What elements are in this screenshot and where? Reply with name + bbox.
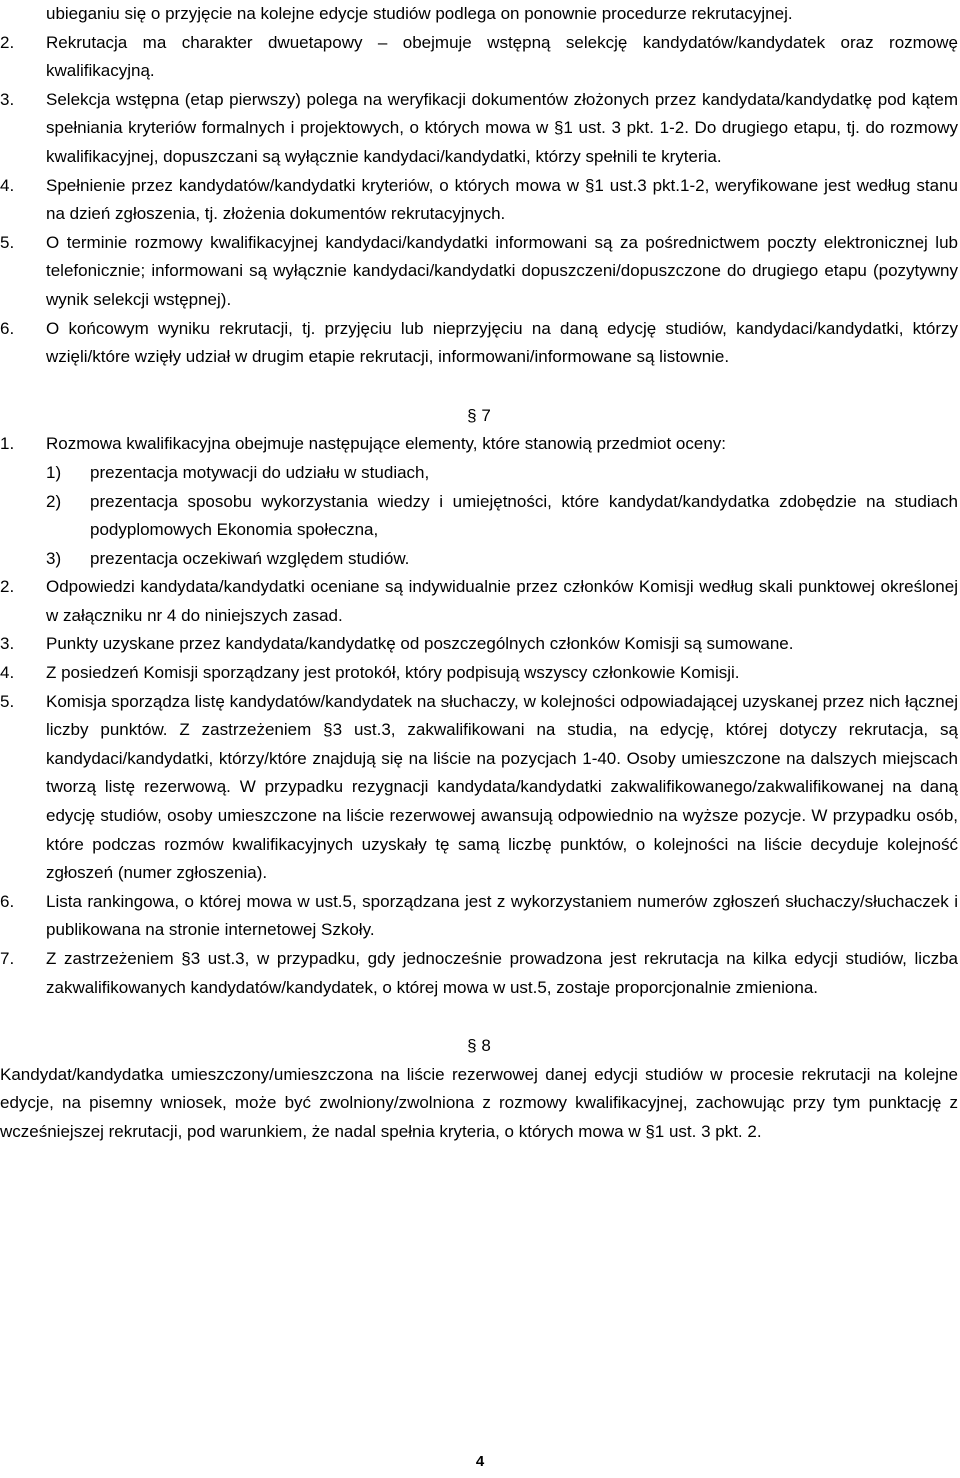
section-8-paragraph: Kandydat/kandydatka umieszczony/umieszczona na liście rezerwowej danej edycji studiów w procesie rekrutacji na kolejne edycje, na pisemny wniosek, może być zwolniony/zwolniona z rozmowy kwalifikacyjnej, zachowując przy tym punktację z wcześniejszej rekrutacji, pod warunkiem, że nadal spełnia kryteria, o których mowa w §1 ust. 3 pkt. 2. — [0, 1064, 958, 1141]
list-item — [0, 945, 958, 1002]
sub-list-item — [0, 545, 958, 574]
item-number: 5. — [0, 232, 15, 252]
item-text: Rekrutacja ma charakter dwuetapowy – obejmuje wstępną selekcję kandydatów/kandydatek oraz rozmowę kwalifikacyjną. — [46, 32, 958, 81]
list-item — [0, 86, 958, 172]
sub-item-number: 2) — [46, 491, 62, 511]
continuation-text: ubieganiu się o przyjęcie na kolejne edycje studiów podlega on ponownie procedurze rekrutacyjnej. — [46, 4, 793, 23]
item-number: 6. — [0, 891, 15, 911]
item-number: 3. — [0, 634, 15, 654]
item-text: Spełnienie przez kandydatów/kandydatki kryteriów, o których mowa w §1 ust.3 pkt.1-2, weryfikowane jest według stanu na dzień zgłoszenia, tj. złożenia dokumentów rekrutacyjnych. — [46, 175, 958, 224]
section-7-heading: § 7 — [467, 405, 491, 425]
list-item — [0, 29, 958, 86]
list-item — [0, 315, 958, 372]
item-number: 2. — [0, 577, 15, 597]
sub-item-text: prezentacja oczekiwań względem studiów. — [90, 548, 410, 568]
list-item — [0, 630, 958, 659]
list-item — [0, 888, 958, 945]
list-item — [0, 430, 958, 459]
sub-item-text: prezentacja motywacji do udziału w studiach, — [90, 462, 430, 482]
item-number: 7. — [0, 949, 15, 968]
item-text: Z posiedzeń Komisji sporządzany jest protokół, który podpisują wszyscy członkowie Komisji. — [46, 663, 740, 683]
section7-list — [0, 430, 958, 1002]
item-text: Odpowiedzi kandydata/kandydatki oceniane są indywidualnie przez członków Komisji według skali punktowej określonej w załączniku nr 4 do niniejszych zasad. — [46, 577, 958, 625]
list-item — [0, 172, 958, 229]
item-text: O terminie rozmowy kwalifikacyjnej kandydaci/kandydatki informowani są za pośrednictwem poczty elektronicznej lub telefonicznie; informowani są wyłącznie kandydaci/kandydatki dopuszczeni/dopuszczone do drugiego etapu (pozytywny wynik selekcji wstępnej). — [46, 232, 958, 309]
item-number: 6. — [0, 318, 15, 338]
item-text: Rozmowa kwalifikacyjna obejmuje następujące elementy, które stanowią przedmiot oceny: — [46, 434, 727, 454]
item-text: O końcowym wyniku rekrutacji, tj. przyjęciu lub nieprzyjęciu na daną edycję studiów, kandydaci/kandydatki, którzy wzięli/które wzięły udział w drugim etapie rekrutacji, informowani/informowane są listownie. — [46, 318, 958, 367]
section6-list — [0, 29, 958, 372]
item-number: 3. — [0, 89, 15, 109]
item-text: Lista rankingowa, o której mowa w ust.5, sporządzana jest z wykorzystaniem numerów zgłoszeń słuchaczy/słuchaczek i publikowana na stronie internetowej Szkoły. — [46, 891, 958, 940]
page-number: 4 — [475, 1453, 485, 1470]
item-text: Komisja sporządza listę kandydatów/kandydatek na słuchaczy, w kolejności odpowiadającej uzyskanej przez nich łącznej liczby punktów. Z zastrzeżeniem §3 ust.3, zakwalifikowani na studia, na edycję, której dotyczy rekrutacja, są kandydaci/kandydatki, którzy/które znajdują się na liście na pozycjach 1-40. Osoby umieszczone na dalszych miejscach tworzą listę rezerwową. W przypadku rezygnacji kandydata/kandydatki zakwalifikowanego/zakwalifikowanej na daną edycję studiów, osoby umieszczone na liście rezerwowej awansują odpowiednio na wyższe pozycje. W przypadku osób, które podczas rozmów kwalifikacyjnych uzyskały tę samą liczbę punktów, o kolejności na liście decyduje kolejność zgłoszeń (numer zgłoszenia). — [46, 691, 958, 883]
item-number: 5. — [0, 691, 15, 711]
item-text: Selekcja wstępna (etap pierwszy) polega na weryfikacji dokumentów złożonych przez kandydata/kandydatkę pod kątem spełniania kryteriów formalnych i projektowych, o których mowa w §1 ust. 3 pkt. 1-2. Do drugiego etapu, tj. do rozmowy kwalifikacyjnej, dopuszczani są wyłącznie kandydaci/kandydatki, którzy spełnili te kryteria. — [46, 89, 958, 166]
item-number: 4. — [0, 663, 15, 683]
sub-item-number: 1) — [46, 462, 62, 482]
item-number: 1. — [0, 434, 15, 454]
item-number: 2. — [0, 32, 15, 52]
item-text: Z zastrzeżeniem §3 ust.3, w przypadku, gdy jednocześnie prowadzona jest rekrutacja na kilka edycji studiów, liczba zakwalifikowanych kandydatów/kandydatek, o której mowa w ust.5, zostaje proporcjonalnie zmieniona. — [46, 949, 958, 997]
list-item — [0, 573, 958, 630]
sub-item-number: 3) — [46, 548, 62, 568]
list-item — [0, 688, 958, 888]
sub-item-text: prezentacja sposobu wykorzystania wiedzy i umiejętności, które kandydat/kandydatka zdobędzie na studiach podyplomowych Ekonomia społeczna, — [90, 491, 958, 540]
sub-list-item — [0, 488, 958, 545]
item-number: 4. — [0, 175, 15, 195]
list-item — [0, 229, 958, 315]
list-item — [0, 659, 958, 688]
sub-list-item — [0, 459, 958, 488]
section-8-heading: § 8 — [467, 1036, 491, 1056]
item-text: Punkty uzyskane przez kandydata/kandydatkę od poszczególnych członków Komisji są sumowane. — [46, 634, 794, 654]
